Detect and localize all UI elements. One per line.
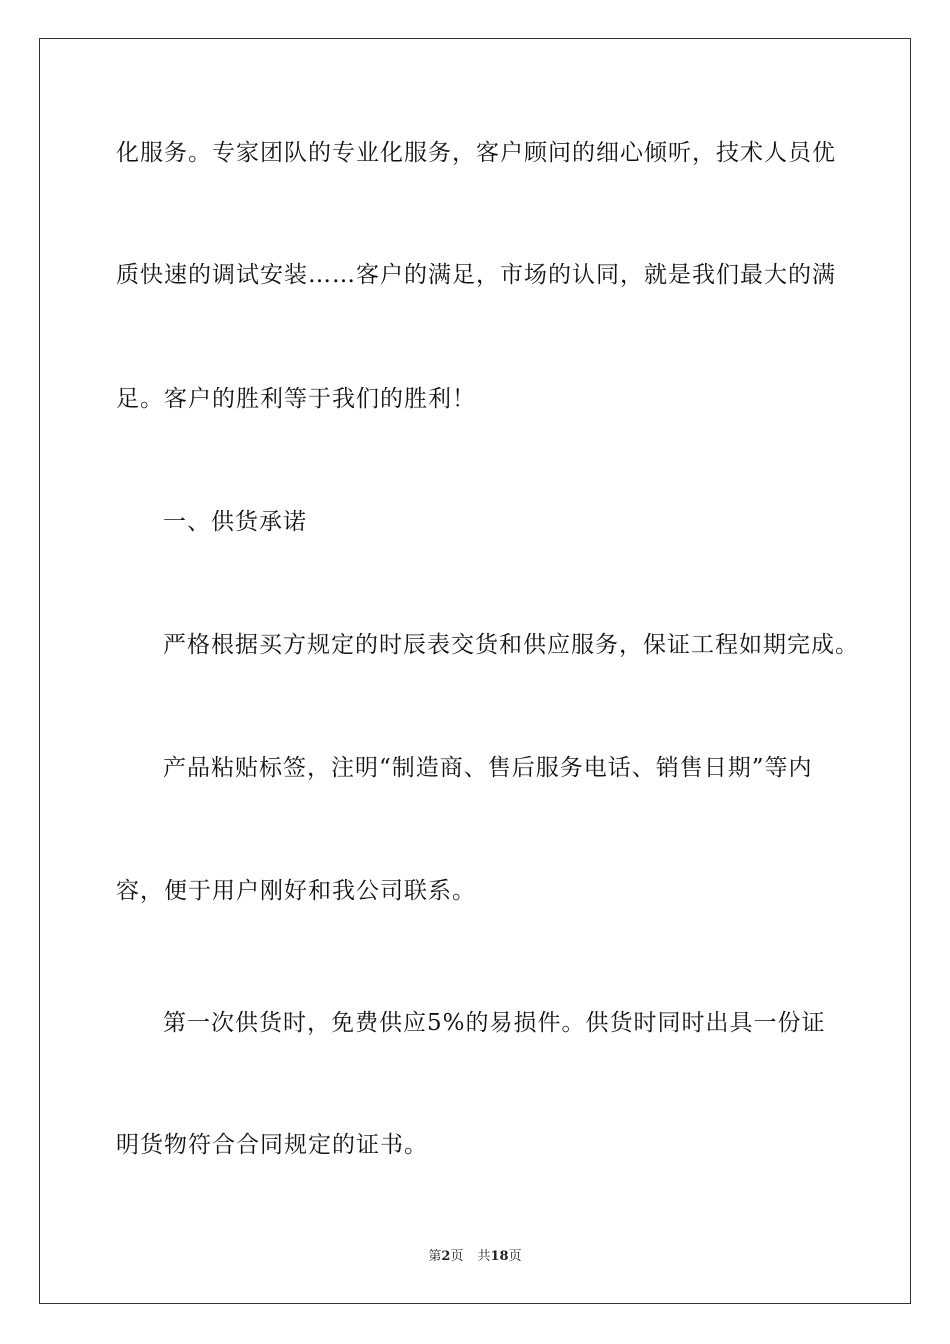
paragraph-line-9: 明货物符合合同规定的证书。 [116,1132,428,1158]
paragraph-line-2: 质快速的调试安装……客户的满足，市场的认同，就是我们最大的满 [116,262,836,288]
page-prefix: 第 [428,1249,442,1264]
page-number: 2 [441,1249,451,1264]
page-footer [0,1248,950,1266]
section-heading: 一、供货承诺 [163,509,307,535]
paragraph-line-7: 容，便于用户刚好和我公司联系。 [116,878,476,904]
page-border [39,38,911,1304]
total-suffix: 页 [508,1249,522,1264]
total-pages: 18 [490,1249,509,1264]
page-suffix: 页 [450,1249,464,1264]
paragraph-line-5: 严格根据买方规定的时辰表交货和供应服务，保证工程如期完成。 [163,632,859,658]
total-prefix: 共 [477,1249,491,1264]
paragraph-line-3: 足。客户的胜利等于我们的胜利！ [116,386,476,412]
paragraph-line-1: 化服务。专家团队的专业化服务，客户顾问的细心倾听，技术人员优 [116,140,836,166]
paragraph-line-6: 产品粘贴标签，注明“制造商、售后服务电话、销售日期”等内 [163,755,813,781]
paragraph-line-8: 第一次供货时，免费供应5%的易损件。供货时同时出具一份证 [163,1010,826,1036]
